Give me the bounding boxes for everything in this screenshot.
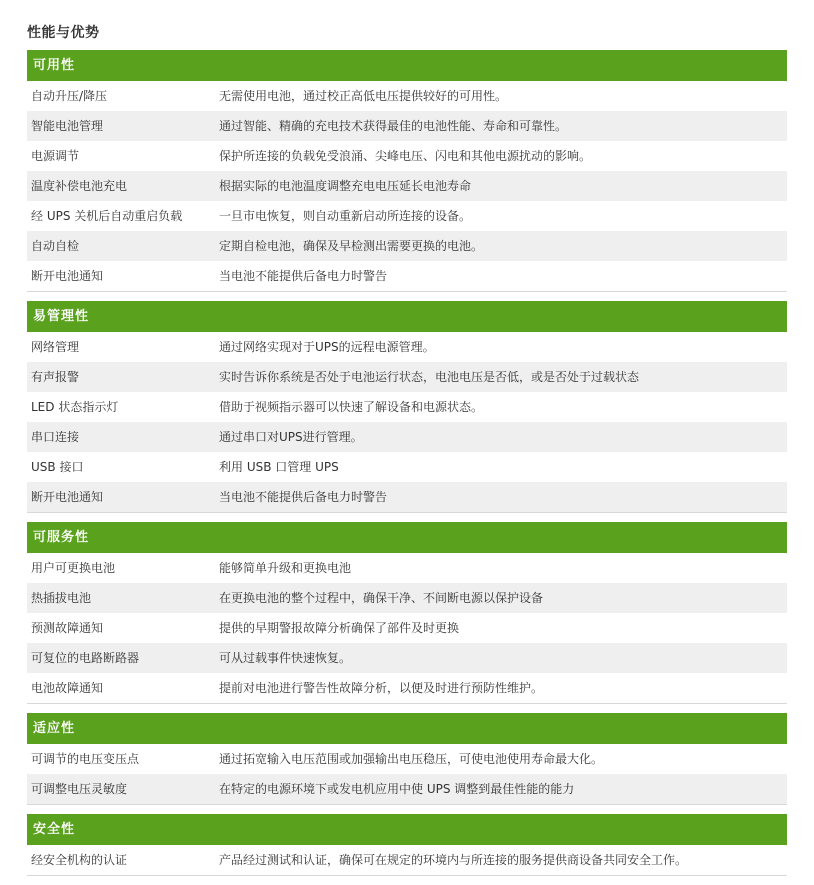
feature-section (27, 713, 787, 805)
feature-name: 有声报警 (31, 370, 80, 384)
feature-description: 无需使用电池，通过校正高低电压提供较好的可用性。 (219, 89, 508, 103)
feature-section (27, 301, 787, 513)
table-row (27, 171, 787, 201)
feature-name: 自动自检 (31, 239, 80, 253)
feature-sections (27, 50, 787, 885)
feature-description: 一旦市电恢复，则自动重新启动所连接的设备。 (219, 209, 472, 223)
table-row (27, 583, 787, 613)
feature-name: 可调整电压灵敏度 (31, 782, 128, 796)
feature-name: 断开电池通知 (31, 269, 104, 283)
feature-name: 预测故障通知 (31, 621, 104, 635)
feature-name: 断开电池通知 (31, 490, 104, 504)
page-title: 性能与优势 (27, 25, 100, 41)
feature-description: 提供的早期警报故障分析确保了部件及时更换 (219, 621, 460, 635)
feature-section (27, 814, 787, 876)
feature-name: 用户可更换电池 (31, 561, 116, 575)
feature-description: 产品经过测试和认证，确保可在规定的环境内与所连接的服务提供商设备共同安全工作。 (219, 853, 688, 867)
table-row (27, 613, 787, 643)
table-row (27, 452, 787, 482)
feature-name: 自动升压/降压 (31, 89, 108, 103)
feature-description: 根据实际的电池温度调整充电电压延长电池寿命 (219, 179, 472, 193)
feature-name: LED 状态指示灯 (31, 400, 119, 414)
table-row (27, 81, 787, 111)
table-row (27, 553, 787, 583)
feature-name: 电池故障通知 (31, 681, 104, 695)
feature-name: 网络管理 (31, 340, 80, 354)
section-header: 可服务性 (27, 522, 787, 553)
table-row (27, 111, 787, 141)
feature-name: 可复位的电路断路器 (31, 651, 140, 665)
feature-name: 经安全机构的认证 (31, 853, 128, 867)
feature-name: USB 接口 (31, 460, 84, 474)
feature-description: 当电池不能提供后备电力时警告 (219, 490, 388, 504)
feature-description: 保护所连接的负载免受浪涌、尖峰电压、闪电和其他电源扰动的影响。 (219, 149, 592, 163)
feature-description: 通过拓宽输入电压范围或加强输出电压稳压，可使电池使用寿命最大化。 (219, 752, 604, 766)
table-row (27, 362, 787, 392)
feature-table (27, 332, 787, 513)
table-row (27, 482, 787, 512)
feature-description: 在特定的电源环境下或发电机应用中使 UPS 调整到最佳性能的能力 (219, 782, 575, 796)
feature-table (27, 553, 787, 704)
feature-description: 通过串口对UPS进行管理。 (219, 430, 363, 444)
feature-name: 电源调节 (31, 149, 80, 163)
table-row (27, 774, 787, 804)
feature-description: 提前对电池进行警告性故障分析，以便及时进行预防性维护。 (219, 681, 544, 695)
feature-name: 温度补偿电池充电 (31, 179, 128, 193)
feature-description: 在更换电池的整个过程中，确保干净、不间断电源以保护设备 (219, 591, 544, 605)
table-row (27, 422, 787, 452)
feature-description: 可从过载事件快速恢复。 (219, 651, 352, 665)
feature-name: 经 UPS 关机后自动重启负载 (31, 209, 183, 223)
feature-section (27, 522, 787, 704)
feature-description: 定期自检电池，确保及早检测出需要更换的电池。 (219, 239, 484, 253)
feature-table (27, 744, 787, 805)
table-row (27, 261, 787, 291)
table-row (27, 744, 787, 774)
feature-section (27, 50, 787, 292)
table-row (27, 643, 787, 673)
feature-description: 实时告诉你系统是否处于电池运行状态，电池电压是否低，或是否处于过载状态 (219, 370, 640, 384)
feature-table (27, 81, 787, 292)
section-header: 可用性 (27, 50, 787, 81)
table-row (27, 201, 787, 231)
section-header: 易管理性 (27, 301, 787, 332)
table-row (27, 231, 787, 261)
feature-description: 当电池不能提供后备电力时警告 (219, 269, 388, 283)
table-row (27, 845, 787, 875)
feature-name: 串口连接 (31, 430, 80, 444)
section-header: 适应性 (27, 713, 787, 744)
table-row (27, 332, 787, 362)
feature-table (27, 845, 787, 876)
section-header: 安全性 (27, 814, 787, 845)
feature-name: 热插拔电池 (31, 591, 92, 605)
table-row (27, 141, 787, 171)
table-row (27, 392, 787, 422)
table-row (27, 673, 787, 703)
feature-description: 利用 USB 口管理 UPS (219, 460, 339, 474)
feature-description: 通过网络实现对于UPS的远程电源管理。 (219, 340, 435, 354)
feature-description: 通过智能、精确的充电技术获得最佳的电池性能、寿命和可靠性。 (219, 119, 568, 133)
feature-name: 智能电池管理 (31, 119, 104, 133)
feature-description: 能够简单升级和更换电池 (219, 561, 352, 575)
feature-description: 借助于视频指示器可以快速了解设备和电源状态。 (219, 400, 484, 414)
feature-name: 可调节的电压变压点 (31, 752, 140, 766)
